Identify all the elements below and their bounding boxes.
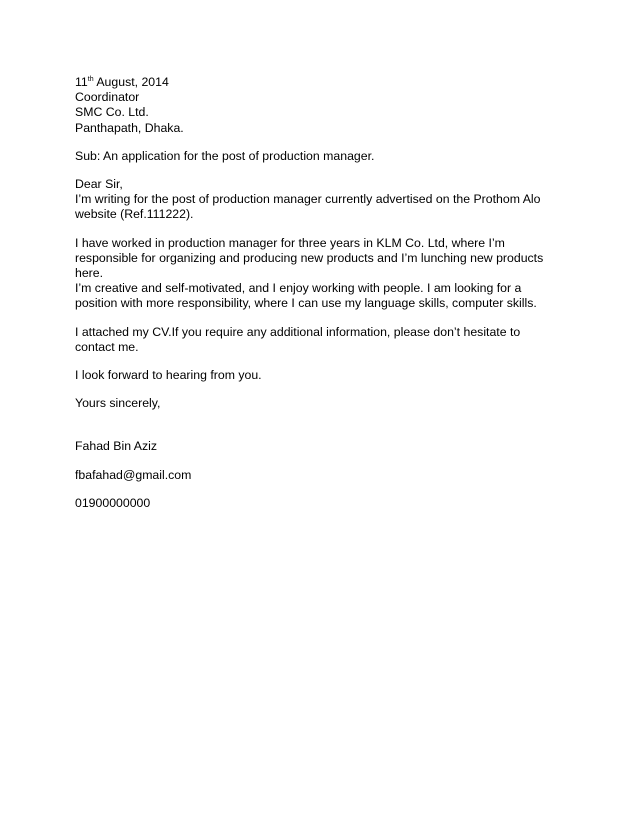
- subject-line: Sub: An application for the post of production manager.: [75, 148, 375, 163]
- recipient-company: SMC Co. Ltd.: [75, 105, 149, 120]
- body-p2-line3: here.: [75, 266, 104, 281]
- date-rest: August, 2014: [93, 75, 169, 89]
- body-p1-line2: website (Ref.111222).: [75, 207, 194, 222]
- body-p3-line2: position with more responsibility, where I can use my language skills, computer skills.: [75, 296, 537, 311]
- letter-page: [75, 75, 565, 511]
- date-suffix: th: [87, 76, 94, 83]
- body-p4-line1: I attached my CV.If you require any additional information, please don’t hesitate to: [75, 324, 521, 339]
- body-p2-line2: responsible for organizing and producing new products and I’m lunching new products: [75, 250, 544, 265]
- signature-email: fbafahad@gmail.com: [75, 467, 192, 482]
- letter-date: [75, 75, 565, 90]
- recipient-address: Panthapath, Dhaka.: [75, 120, 184, 135]
- signature-phone: 01900000000: [75, 495, 151, 510]
- salutation: Dear Sir,: [75, 177, 123, 192]
- signature-name: Fahad Bin Aziz: [75, 439, 158, 454]
- body-p3-line1: I’m creative and self-motivated, and I enjoy working with people. I am looking for a: [75, 281, 522, 296]
- date-day: 11: [75, 75, 88, 89]
- body-p5: I look forward to hearing from you.: [75, 368, 262, 383]
- body-p1-line1: I’m writing for the post of production manager currently advertised on the Prothom Alo: [75, 192, 541, 207]
- recipient-title: Coordinator: [75, 90, 140, 105]
- body-p4-line2: contact me.: [75, 339, 139, 354]
- body-p2-line1: I have worked in production manager for three years in KLM Co. Ltd, where I’m: [75, 235, 505, 250]
- closing: Yours sincerely,: [75, 396, 161, 411]
